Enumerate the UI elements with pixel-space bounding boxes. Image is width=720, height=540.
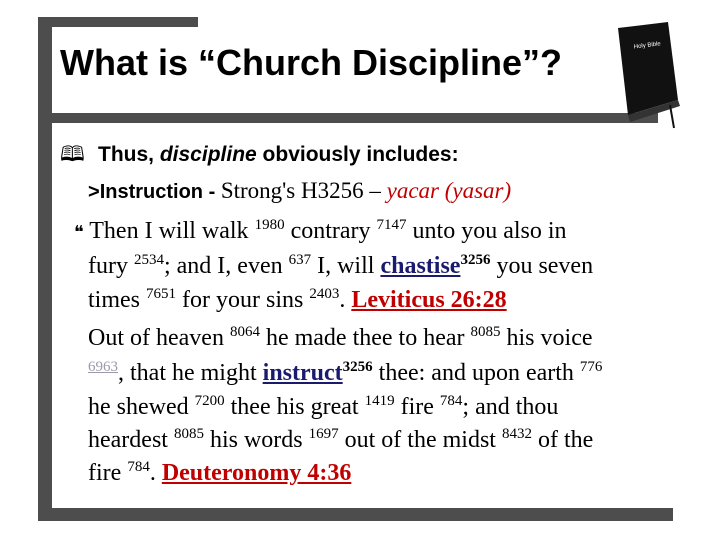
- deuteronomy-reference-link[interactable]: Deuteronomy 4:36: [161, 460, 352, 486]
- sub-dash: -: [203, 181, 221, 203]
- bible-cover-text: Holy Bible: [633, 41, 662, 51]
- verse-line-5: $^{6963}$, that he might instruct$^{3256}$ thee: and upon earth $^{776}$: [88, 359, 603, 386]
- bullet-italic-word: discipline: [159, 143, 257, 166]
- instruct-link[interactable]: instruct: [262, 360, 343, 386]
- verse-line-7: heardest $^{8085}$ his words $^{1697}$ out of the midst $^{8432}$ of the: [88, 426, 594, 453]
- quote-pointer-icon: ❝: [74, 222, 84, 243]
- slide-title: What is “Church Discipline”?: [60, 42, 563, 83]
- dim-strongs-number: 6963: [88, 359, 118, 375]
- frame-bottom-bar: [38, 508, 673, 521]
- instruction-subheading: [88, 178, 511, 204]
- verse-line-3: times $^{7651}$ for your sins $^{2403}$. Leviticus 26:28: [88, 286, 507, 313]
- strongs-number: Strong's H3256 –: [220, 178, 387, 203]
- frame-top-bar: [38, 17, 198, 27]
- bible-icon: [608, 20, 684, 130]
- verse-line-6: he shewed $^{7200}$ thee his great $^{1419}$ fire $^{784}$; and thou: [88, 393, 559, 420]
- leviticus-reference-link[interactable]: Leviticus 26:28: [351, 287, 507, 313]
- bullet-suffix: obviously includes:: [256, 143, 459, 166]
- verse-line-8: fire $^{784}$. Deuteronomy 4:36: [88, 459, 352, 486]
- verse-line-1: ❝ Then I will walk $^{1980}$ contrary $^{7147}$ unto you also in: [74, 217, 567, 244]
- verse-line-4: Out of heaven $^{8064}$ he made thee to hear $^{8085}$ his voice: [88, 324, 593, 351]
- hebrew-word: yacar (yasar): [386, 178, 512, 203]
- chastise-link[interactable]: chastise: [380, 253, 461, 279]
- sub-arrow: >: [88, 181, 100, 203]
- open-book-icon: 🕮: [60, 142, 85, 166]
- frame-divider-bar: [38, 113, 658, 123]
- sub-label: Instruction: [99, 181, 204, 203]
- bullet-prefix: Thus,: [98, 143, 160, 166]
- bullet-heading: [60, 140, 459, 175]
- frame-left-bar: [38, 17, 52, 517]
- verse-line-2: fury $^{2534}$; and I, even $^{637}$ I, will chastise$^{3256}$ you seven: [88, 252, 594, 279]
